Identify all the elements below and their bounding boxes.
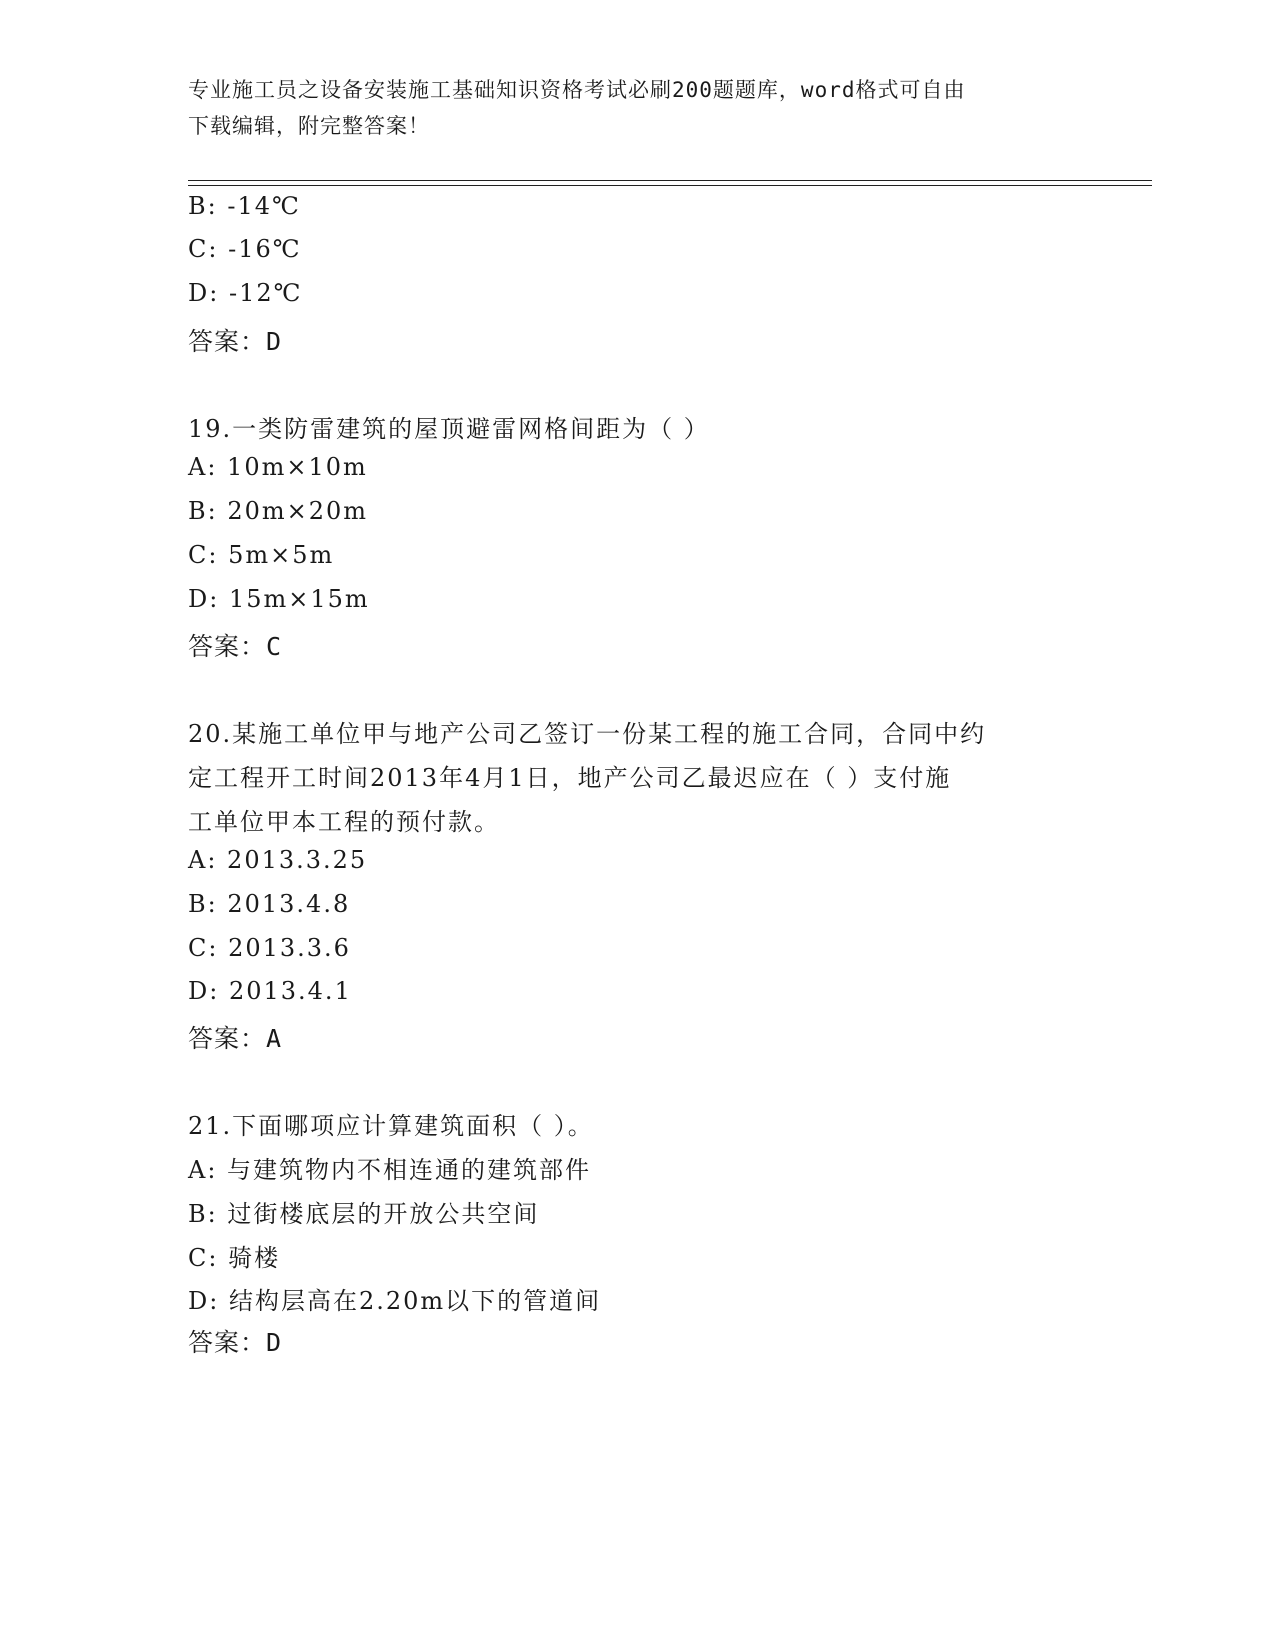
q18-option-d: D: -12℃	[188, 279, 303, 307]
q20-option-b: B: 2013.4.8	[188, 890, 351, 918]
q18-answer: 答案：D	[188, 327, 283, 356]
q18-option-b: B: -14℃	[188, 192, 301, 220]
q20-option-c: C: 2013.3.6	[188, 934, 351, 962]
q19-option-c: C: 5m×5m	[188, 541, 335, 569]
q19-option-a: A: 10m×10m	[188, 453, 368, 481]
q20-option-d: D: 2013.4.1	[188, 977, 352, 1005]
q18-option-c: C: -16℃	[188, 235, 302, 263]
document-header	[188, 72, 1088, 144]
q19-answer: 答案：C	[188, 632, 283, 661]
q20-answer: 答案：A	[188, 1024, 283, 1053]
q21-option-c: C: 骑楼	[188, 1244, 281, 1272]
q21-option-a: A: 与建筑物内不相连通的建筑部件	[188, 1156, 592, 1184]
q20-option-a: A: 2013.3.25	[188, 846, 368, 874]
q19-question: 19.一类防雷建筑的屋顶避雷网格间距为（ ）	[188, 415, 710, 443]
q19-option-d: D: 15m×15m	[188, 585, 370, 613]
header-divider-bottom	[188, 185, 1152, 186]
q19-option-b: B: 20m×20m	[188, 497, 369, 525]
header-line-2: 下载编辑，附完整答案！	[188, 114, 430, 138]
q21-option-d: D: 结构层高在2.20m以下的管道间	[188, 1287, 602, 1315]
q21-answer: 答案：D	[188, 1328, 283, 1357]
header-divider-top	[188, 180, 1152, 181]
header-line-1: 专业施工员之设备安装施工基础知识资格考试必刷200题题库，word格式可自由	[188, 78, 966, 102]
q20-question-line-1: 20.某施工单位甲与地产公司乙签订一份某工程的施工合同，合同中约	[188, 720, 987, 748]
q21-option-b: B: 过街楼底层的开放公共空间	[188, 1200, 540, 1228]
q20-question-line-3: 工单位甲本工程的预付款。	[188, 808, 500, 836]
q20-question-line-2: 定工程开工时间2013年4月1日，地产公司乙最迟应在（ ）支付施	[188, 764, 952, 792]
q21-question: 21.下面哪项应计算建筑面积（ ）。	[188, 1112, 594, 1140]
